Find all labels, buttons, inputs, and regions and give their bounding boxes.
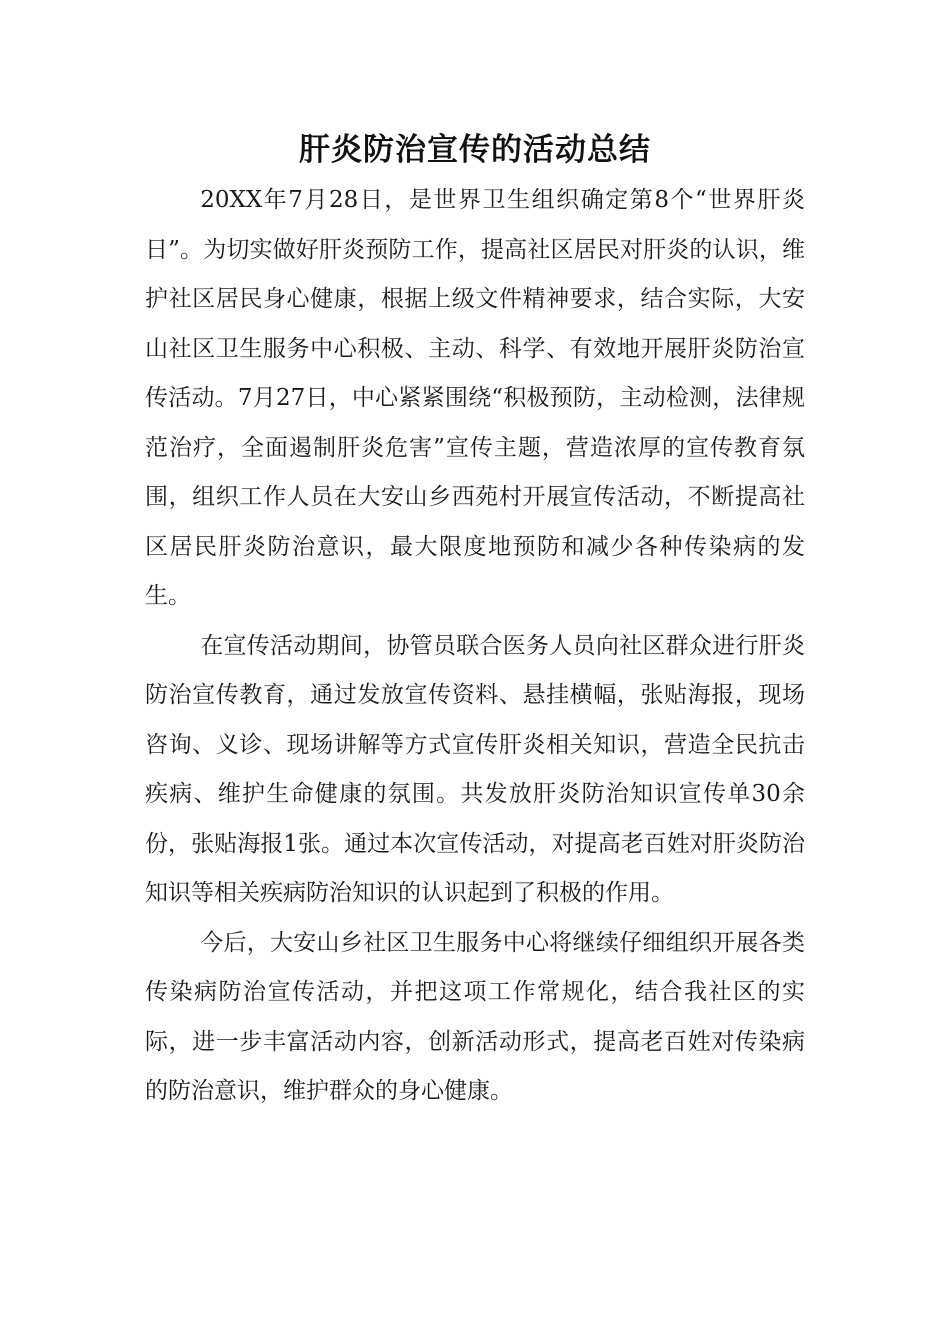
paragraph-2: 在宣传活动期间，协管员联合医务人员向社区群众进行肝炎防治宣传教育，通过发放宣传资料、悬挂横幅，张贴海报，现场咨询、义诊、现场讲解等方式宣传肝炎相关知识，营造全民抗击疾病、维护生命健康的氛围。共发放肝炎防治知识宣传单30余份，张贴海报1张。通过本次宣传活动，对提高老百姓对肝炎防治知识等相关疾病防治知识的认识起到了积极的作用。: [145, 632, 805, 906]
paragraph-1: 20XX年7月28日，是世界卫生组织确定第8个“世界肝炎日”。为切实做好肝炎预防工作，提高社区居民对肝炎的认识，维护社区居民身心健康，根据上级文件精神要求，结合实际，大安山社区卫生服务中心积极、主动、科学、有效地开展肝炎防治宣传活动。7月27日，中心紧紧围绕“积极预防，主动检测，法律规范治疗，全面遏制肝炎危害”宣传主题，营造浓厚的宣传教育氛围，组织工作人员在大安山乡西苑村开展宣传活动，不断提高社区居民肝炎防治意识，最大限度地预防和减少各种传染病的发生。: [145, 187, 805, 609]
document-body: [145, 176, 805, 1117]
paragraph-3: 今后，大安山乡社区卫生服务中心将继续仔细组织开展各类传染病防治宣传活动，并把这项工作常规化，结合我社区的实际，进一步丰富活动内容，创新活动形式，提高老百姓对传染病的防治意识，维护群众的身心健康。: [145, 929, 805, 1104]
document-title: 肝炎防治宣传的活动总结: [299, 132, 651, 168]
